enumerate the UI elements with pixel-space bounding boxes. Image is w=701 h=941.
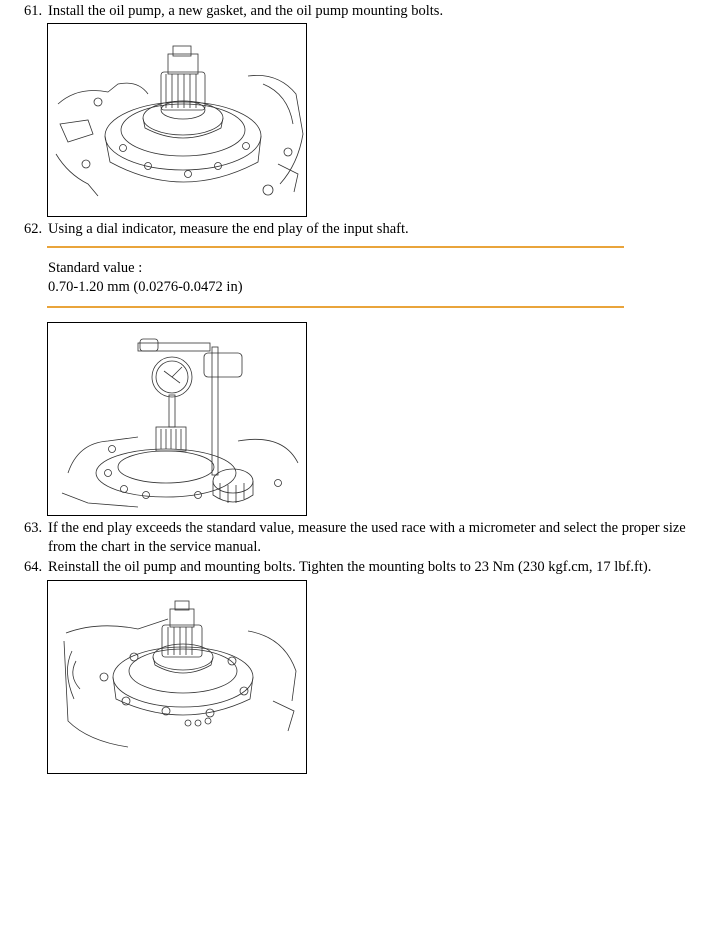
oil-pump-install-illustration <box>47 23 307 217</box>
step-text: Reinstall the oil pump and mounting bolts. Tighten the mounting bolts to 23 Nm (230 kgf.cm, 17 lbf.ft). <box>48 559 652 575</box>
spec-top-divider <box>47 246 624 248</box>
dial-indicator-illustration <box>47 322 307 516</box>
oil-pump-reinstall-illustration <box>47 580 307 774</box>
step-number: 64. <box>24 559 43 575</box>
step-text: Using a dial indicator, measure the end play of the input shaft. <box>48 221 409 237</box>
spec-value: 0.70-1.20 mm (0.0276-0.0472 in) <box>48 279 243 295</box>
step-number: 63. <box>24 520 43 536</box>
step-number: 61. <box>24 3 43 19</box>
spec-label: Standard value : <box>48 260 143 276</box>
step-63 <box>0 519 690 559</box>
step-number: 62. <box>24 221 43 237</box>
step-text: If the end play exceeds the standard value, measure the used race with a micrometer and select the proper size from the chart in the service manual. <box>48 520 686 555</box>
step-text: Install the oil pump, a new gasket, and the oil pump mounting bolts. <box>48 3 444 19</box>
spec-bottom-divider <box>47 306 624 308</box>
